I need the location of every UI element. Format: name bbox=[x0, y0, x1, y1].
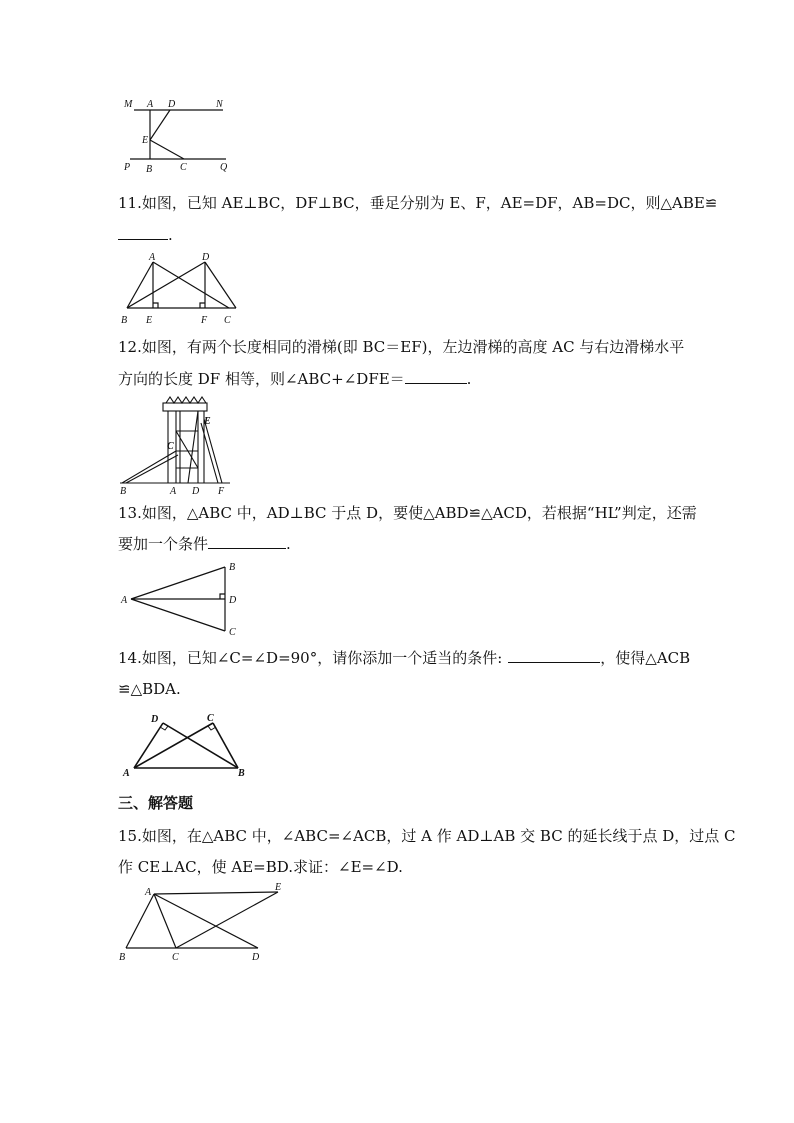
q13-period: . bbox=[286, 535, 291, 553]
q14-answer-blank[interactable] bbox=[508, 648, 600, 663]
label-B: B bbox=[238, 768, 245, 779]
label-C: C bbox=[207, 713, 214, 724]
q15-line1: 15.如图，在△ABC 中，∠ABC=∠ACB，过 A 作 AD⊥AB 交 BC 的延长线于点 D，过点 C bbox=[118, 827, 736, 845]
q12-period: . bbox=[466, 370, 472, 388]
label-D: D bbox=[202, 252, 210, 263]
label-D: D bbox=[168, 99, 176, 110]
label-E: E bbox=[142, 135, 149, 146]
label-B: B bbox=[120, 486, 127, 497]
q14-line1-end: ，使得△ACB bbox=[600, 649, 691, 667]
q12-answer-blank[interactable] bbox=[405, 369, 467, 384]
label-D: D bbox=[229, 595, 237, 606]
q15-line2: 作 CE⊥AC，使 AE=BD.求证：∠E=∠D. bbox=[118, 858, 403, 876]
q14-line1-text: 14.如图，已知∠C=∠D=90°，请你添加一个适当的条件: bbox=[118, 649, 503, 667]
label-D: D bbox=[252, 952, 260, 963]
q13-line1: 13.如图，△ABC 中，AD⊥BC 于点 D，要使△ABD≌△ACD，若根据“HL”判定，还需 bbox=[118, 504, 697, 522]
label-B: B bbox=[146, 164, 153, 175]
label-D: D bbox=[151, 714, 159, 725]
figure-q10 bbox=[118, 92, 238, 180]
label-A: A bbox=[170, 486, 177, 497]
label-A: A bbox=[147, 99, 154, 110]
q14-line2: ≌△BDA. bbox=[118, 680, 181, 698]
label-E: E bbox=[146, 315, 153, 326]
label-C: C bbox=[172, 952, 179, 963]
label-C: C bbox=[224, 315, 231, 326]
q12-line2-text: 方向的长度 DF 相等，则∠ABC+∠DFE＝ bbox=[118, 370, 405, 388]
label-B: B bbox=[119, 952, 126, 963]
label-B: B bbox=[229, 562, 236, 573]
q13-line2 bbox=[118, 534, 291, 554]
q14-line1 bbox=[118, 648, 690, 668]
q11-line2 bbox=[118, 225, 173, 245]
label-F: F bbox=[201, 315, 208, 326]
q13-line2-text: 要加一个条件 bbox=[118, 535, 209, 553]
label-M: M bbox=[124, 99, 133, 110]
q12-line1: 12.如图，有两个长度相同的滑梯(即 BC＝EF)，左边滑梯的高度 AC 与右边滑梯水平 bbox=[118, 338, 685, 356]
label-A: A bbox=[145, 887, 152, 898]
label-P: P bbox=[124, 162, 131, 173]
label-C: C bbox=[229, 627, 236, 638]
figure-q13 bbox=[118, 558, 248, 640]
label-A: A bbox=[149, 252, 156, 263]
figure-q12 bbox=[118, 393, 238, 498]
label-C: C bbox=[167, 441, 174, 452]
label-A: A bbox=[121, 595, 128, 606]
label-D: D bbox=[192, 486, 200, 497]
q12-line2 bbox=[118, 369, 471, 389]
q11-answer-blank[interactable] bbox=[118, 225, 168, 240]
label-C: C bbox=[180, 162, 187, 173]
figure-q15 bbox=[118, 880, 288, 965]
figure-q11 bbox=[118, 250, 248, 330]
figure-q14 bbox=[118, 707, 258, 782]
label-A: A bbox=[123, 768, 130, 779]
section-three-title: 三、解答题 bbox=[118, 794, 194, 812]
label-B: B bbox=[121, 315, 128, 326]
label-E: E bbox=[275, 882, 282, 893]
q13-answer-blank[interactable] bbox=[208, 534, 286, 549]
label-Q: Q bbox=[220, 162, 228, 173]
label-E: E bbox=[204, 416, 211, 427]
label-F: F bbox=[218, 486, 225, 497]
label-N: N bbox=[216, 99, 223, 110]
q11-line1: 11.如图，已知 AE⊥BC，DF⊥BC，垂足分别为 E、F，AE=DF，AB=DC，则△ABE≌ bbox=[118, 194, 718, 212]
q11-period: . bbox=[168, 226, 173, 244]
